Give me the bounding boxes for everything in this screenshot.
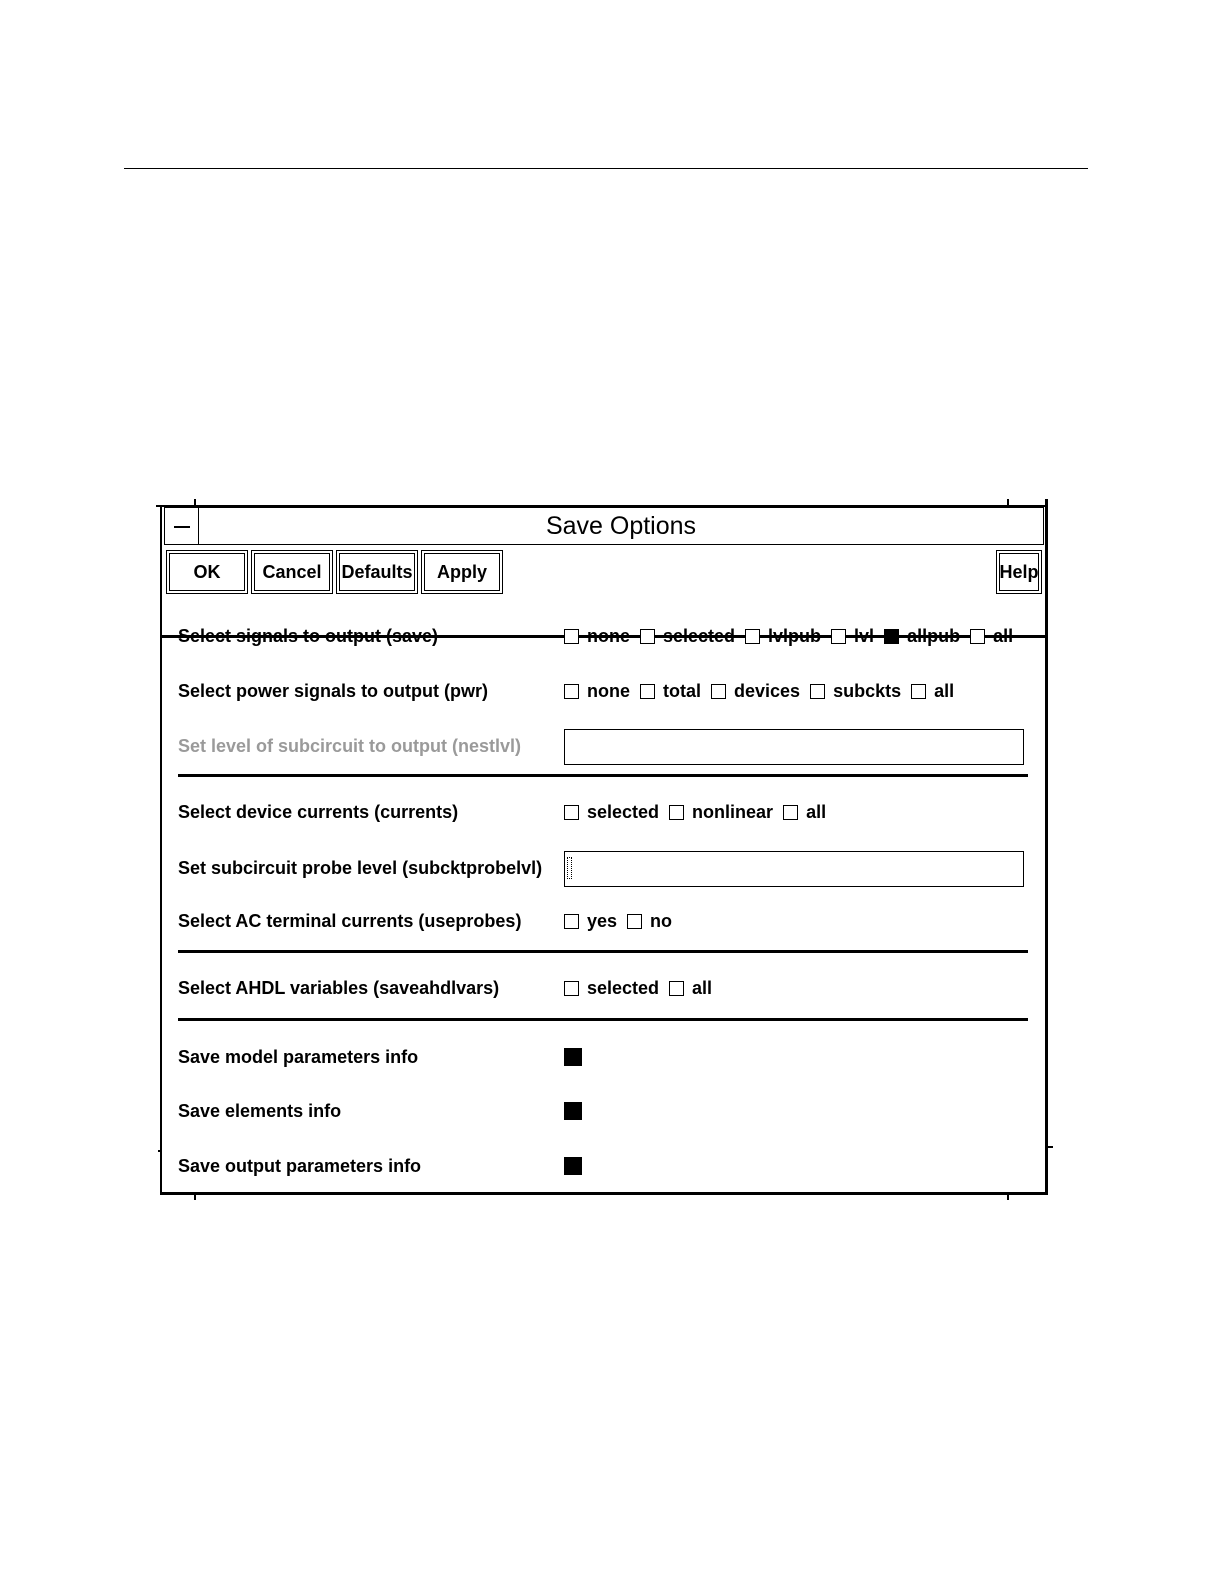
save-options-dialog [160, 505, 1048, 1195]
ok-button[interactable]: OK [166, 550, 248, 594]
checkbox[interactable] [783, 805, 798, 820]
subcktprobelvl-row [178, 853, 1028, 883]
pwr-option-subckts[interactable] [810, 681, 901, 702]
nestlvl-field[interactable] [564, 729, 1024, 765]
elements-label: Save elements info [178, 1101, 342, 1121]
save-option-all[interactable] [970, 626, 1013, 647]
subcktprobelvl-label: Set subcircuit probe level (subcktprobelvl) [178, 858, 543, 878]
pwr-options [564, 676, 964, 706]
window-corner [1007, 1194, 1009, 1200]
checkbox[interactable] [711, 684, 726, 699]
checkbox[interactable] [640, 684, 655, 699]
save-options [564, 621, 1023, 651]
save-option-lvl[interactable] [831, 626, 874, 647]
currents-row [178, 797, 1028, 827]
help-button[interactable]: Help [996, 550, 1042, 594]
saveahdlvars-option-all[interactable] [669, 978, 712, 999]
checkbox-label: lvlpub [768, 625, 822, 646]
save-row [178, 621, 1028, 651]
checkbox-label: none [587, 680, 630, 701]
currents-options [564, 797, 836, 827]
checkbox[interactable] [831, 629, 846, 644]
checkbox[interactable] [970, 629, 985, 644]
saveahdlvars-option-selected[interactable] [564, 978, 659, 999]
pwr-label: Select power signals to output (pwr) [178, 681, 489, 701]
saveahdlvars-label: Select AHDL variables (saveahdlvars) [178, 978, 500, 998]
defaults-button[interactable]: Defaults [336, 550, 418, 594]
checkbox-label: all [806, 801, 827, 822]
checkbox[interactable] [911, 684, 926, 699]
output-params-row [178, 1151, 1028, 1181]
checkbox[interactable] [564, 684, 579, 699]
checkbox[interactable] [810, 684, 825, 699]
checkbox-label: no [650, 910, 673, 931]
checkbox[interactable] [745, 629, 760, 644]
checkbox-label: selected [587, 977, 660, 998]
checkbox-label: devices [734, 680, 801, 701]
apply-button[interactable]: Apply [421, 550, 503, 594]
pwr-option-devices[interactable] [711, 681, 800, 702]
model-params-toggle[interactable] [564, 1048, 582, 1066]
save-label: Select signals to output (save) [178, 626, 439, 646]
section-divider [178, 774, 1028, 777]
cancel-button[interactable]: Cancel [251, 550, 333, 594]
currents-option-all[interactable] [783, 802, 826, 823]
save-option-allpub[interactable] [884, 626, 960, 647]
title-bar[interactable] [164, 507, 1044, 545]
window-corner [1007, 499, 1009, 507]
button-bar [162, 547, 1046, 597]
pwr-row [178, 676, 1028, 706]
currents-option-nonlinear[interactable] [669, 802, 773, 823]
checkbox[interactable] [564, 914, 579, 929]
window-corner [156, 505, 162, 507]
page-header-rule [124, 168, 1088, 169]
save-option-none[interactable] [564, 626, 630, 647]
window-corner [1045, 499, 1048, 507]
currents-label: Select device currents (currents) [178, 802, 459, 822]
checkbox[interactable] [884, 629, 899, 644]
section-divider [178, 950, 1028, 953]
save-option-lvlpub[interactable] [745, 626, 821, 647]
nestlvl-label: Set level of subcircuit to output (nestlvl) [178, 736, 522, 756]
checkbox[interactable] [627, 914, 642, 929]
useprobes-option-no[interactable] [627, 911, 672, 932]
nestlvl-row [178, 731, 1028, 761]
saveahdlvars-options [564, 973, 722, 1003]
text-cursor [567, 857, 572, 879]
window-menu-button[interactable] [165, 508, 199, 544]
model-params-row [178, 1042, 1028, 1072]
pwr-option-none[interactable] [564, 681, 630, 702]
checkbox[interactable] [564, 981, 579, 996]
window-title: Save Options [545, 512, 697, 540]
useprobes-option-yes[interactable] [564, 911, 617, 932]
checkbox-label: all [692, 977, 713, 998]
elements-toggle[interactable] [564, 1102, 582, 1120]
window-corner [194, 499, 196, 507]
checkbox-label: nonlinear [692, 801, 774, 822]
section-divider [178, 1018, 1028, 1021]
checkbox[interactable] [564, 629, 579, 644]
checkbox-label: all [993, 625, 1014, 646]
checkbox[interactable] [669, 805, 684, 820]
checkbox-label: none [587, 625, 630, 646]
checkbox-label: lvl [854, 625, 875, 646]
window-corner [158, 1150, 162, 1152]
model-params-label: Save model parameters info [178, 1047, 419, 1067]
saveahdlvars-row [178, 973, 1028, 1003]
checkbox[interactable] [564, 805, 579, 820]
output-params-toggle[interactable] [564, 1157, 582, 1175]
checkbox-label: subckts [833, 680, 902, 701]
checkbox[interactable] [640, 629, 655, 644]
useprobes-row [178, 906, 1028, 936]
subcktprobelvl-field[interactable] [564, 851, 1024, 887]
pwr-option-total[interactable] [640, 681, 701, 702]
output-params-label: Save output parameters info [178, 1156, 422, 1176]
checkbox-label: allpub [907, 625, 961, 646]
checkbox-label: selected [663, 625, 736, 646]
pwr-option-all[interactable] [911, 681, 954, 702]
save-option-selected[interactable] [640, 626, 735, 647]
window-corner [194, 1194, 196, 1200]
checkbox-label: yes [587, 910, 618, 931]
currents-option-selected[interactable] [564, 802, 659, 823]
checkbox-label: selected [587, 801, 660, 822]
useprobes-label: Select AC terminal currents (useprobes) [178, 911, 522, 931]
checkbox-label: all [934, 680, 955, 701]
window-corner [1045, 1146, 1053, 1148]
window-menu-icon [174, 526, 190, 528]
useprobes-options [564, 906, 682, 936]
checkbox[interactable] [669, 981, 684, 996]
checkbox-label: total [663, 680, 701, 701]
elements-row [178, 1096, 1028, 1126]
